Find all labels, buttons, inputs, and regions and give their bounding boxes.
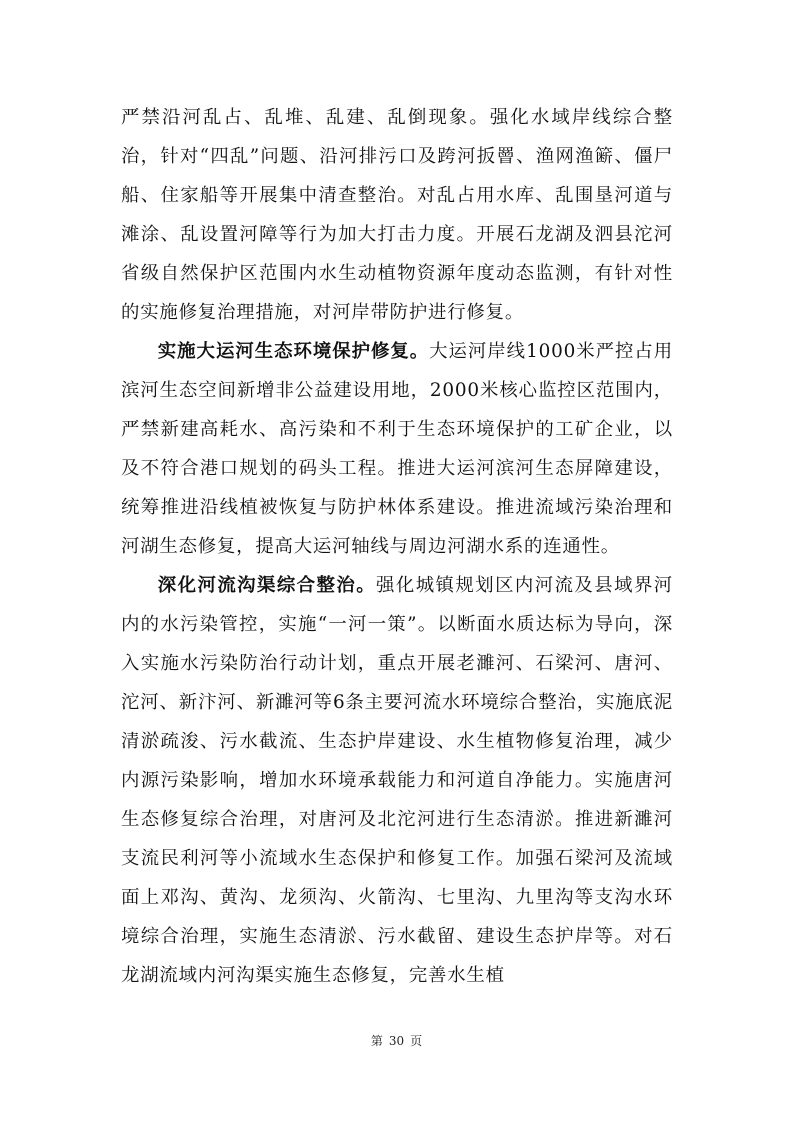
paragraph-text: 严禁沿河乱占、乱堆、乱建、乱倒现象。强化水域岸线综合整治，针对“四乱”问题、沿河排污口及跨河扳罾、渔网渔簖、僵尸船、住家船等开展集中清查整治。对乱占用水库、乱围垦河道与滩涂、乱设置河障等行为加大打击力度。开展石龙湖及泗县沱河省级自然保护区范围内水生动植物资源年度动态监测，有针对性的实施修复治理措施，对河岸带防护进行修复。: [121, 107, 673, 323]
page-number: 30: [388, 1034, 405, 1048]
page-footer: [0, 1032, 793, 1049]
body-text: [121, 98, 673, 995]
page-number-suffix: 页: [410, 1034, 423, 1048]
paragraph-river-ditch: [121, 566, 673, 995]
paragraph-grand-canal: [121, 332, 673, 566]
paragraph-continuation: [121, 98, 673, 332]
page-number-prefix: 第: [370, 1034, 383, 1048]
paragraph-text: 强化城镇规划区内河流及县域界河内的水污染管控，实施“一河一策”。以断面水质达标为导向，深入实施水污染防治行动计划，重点开展老濉河、石梁河、唐河、沱河、新汴河、新濉河等6条主要河流水环境综合整治，实施底泥清淤疏浚、污水截流、生态护岸建设、水生植物修复治理，减少内源污染影响，增加水环境承载能力和河道自净能力。实施唐河生态修复综合治理，对唐河及北沱河进行生态清淤。推进新濉河支流民利河等小流域水生态保护和修复工作。加强石梁河及流域面上邓沟、黄沟、龙须沟、火箭沟、七里沟、九里沟等支沟水环境综合治理，实施生态清淤、污水截留、建设生态护岸等。对石龙湖流域内河沟渠实施生态修复，完善水生植: [121, 575, 673, 986]
paragraph-text: 大运河岸线1000米严控占用滨河生态空间新增非公益建设用地，2000米核心监控区范围内，严禁新建高耗水、高污染和不利于生态环境保护的工矿企业，以及不符合港口规划的码头工程。推进大运河滨河生态屏障建设，统筹推进沿线植被恢复与防护林体系建设。推进流域污染治理和河湖生态修复，提高大运河轴线与周边河湖水系的连通性。: [121, 341, 673, 557]
paragraph-lead-heading: 实施大运河生态环境保护修复。: [157, 341, 430, 362]
paragraph-lead-heading: 深化河流沟渠综合整治。: [157, 575, 377, 596]
